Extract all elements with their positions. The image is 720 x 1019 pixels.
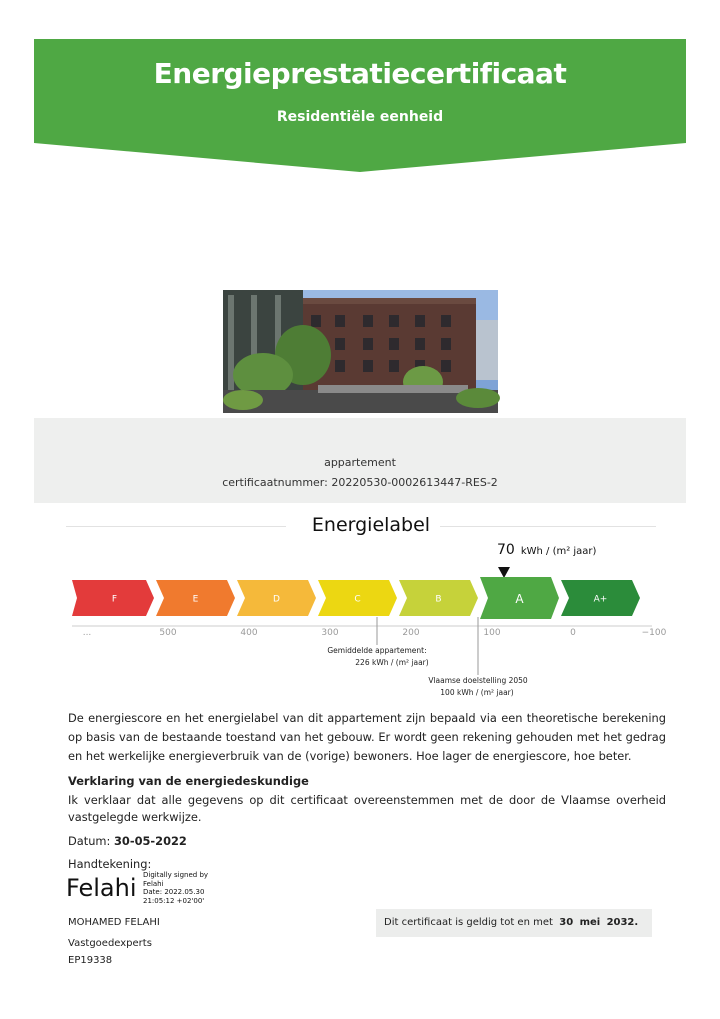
heading-divider-right [440, 526, 656, 527]
signature-meta-line: Felahi [143, 879, 164, 888]
digital-signature-meta [143, 871, 208, 905]
expert-company: Vastgoedexperts [68, 938, 152, 949]
energy-class-label: B [435, 594, 442, 605]
scale-tick-label: 0 [570, 628, 576, 638]
scale-tick-label: 100 [483, 628, 501, 638]
validity-day: 30 [559, 917, 574, 928]
energy-score-value: 70 [497, 542, 515, 558]
scale-tick-label: −100 [641, 628, 667, 638]
energy-class-label: D [273, 594, 280, 605]
declaration-text: Ik verklaar dat alle gegevens op dit certificaat overeenstemmen met de door de Vlaamse overheid vastgelegde werkwijze. [68, 793, 666, 824]
expert-name: MOHAMED FELAHI [68, 917, 160, 928]
property-type: appartement [324, 456, 396, 469]
digital-signature-name: Felahi [66, 874, 137, 902]
target-label-line-1: Vlaamse doelstelling 2050 [428, 676, 528, 685]
average-label-line-1: Gemiddelde appartement: [327, 646, 427, 655]
target-label-line-2: 100 kWh / (m² jaar) [440, 688, 514, 697]
energy-label-heading [66, 514, 656, 538]
expert-number: EP19338 [68, 955, 113, 966]
heading-divider-left [66, 526, 286, 527]
page-subtitle: Residentiële eenheid [276, 109, 444, 125]
date-value: 30-05-2022 [114, 834, 187, 848]
scale-tick-label: ... [82, 628, 92, 638]
validity-year: 2032. [606, 917, 639, 928]
explanation-paragraph: De energiescore en het energielabel van dit appartement zijn bepaald via een theoretische berekening op basis van de bestaande toestand van het gebouw. Er wordt geen rekening gehouden met het gedrag en het werkelijke energieverbruik van de (vorige) bewoners. Hoe lager de energiescore, hoe beter. [68, 711, 666, 763]
scale-tick-label: 500 [159, 628, 177, 638]
energy-label-title: Energielabel [311, 514, 431, 536]
average-label-line-2: 226 kWh / (m² jaar) [355, 658, 429, 667]
signature-meta-line: Digitally signed by [143, 871, 209, 879]
validity-month: mei [579, 917, 601, 928]
energy-class-label: C [354, 594, 361, 605]
certificate-number: certificaatnummer: 20220530-0002613447-RES-2 [222, 476, 498, 489]
declaration-title: Verklaring van de energiedeskundige [68, 774, 309, 788]
scale-tick-label: 400 [240, 628, 258, 638]
signature-label: Handtekening: [68, 857, 152, 871]
energy-class-label: A+ [593, 594, 608, 605]
energy-scale [72, 577, 667, 702]
energy-score [497, 542, 596, 558]
energy-class-label: E [192, 594, 199, 605]
certificate-info-box [34, 418, 686, 503]
energy-class-label: A [515, 592, 524, 606]
validity-box [376, 909, 652, 937]
date-row [68, 834, 187, 848]
scale-tick-label: 200 [402, 628, 420, 638]
page-title: Energieprestatiecertificaat [153, 57, 567, 90]
building-photo [223, 290, 498, 413]
signature-meta-line: Date: 2022.05.30 [143, 888, 205, 896]
signature-meta-line: 21:05:12 +02'00' [143, 896, 205, 905]
energy-score-unit: kWh / (m² jaar) [520, 546, 597, 557]
header-banner [34, 39, 686, 176]
scale-tick-label: 300 [321, 628, 339, 638]
validity-prefix: Dit certificaat is geldig tot en met [384, 917, 553, 928]
date-label: Datum: [68, 834, 111, 848]
energy-class-label: F [111, 594, 118, 605]
